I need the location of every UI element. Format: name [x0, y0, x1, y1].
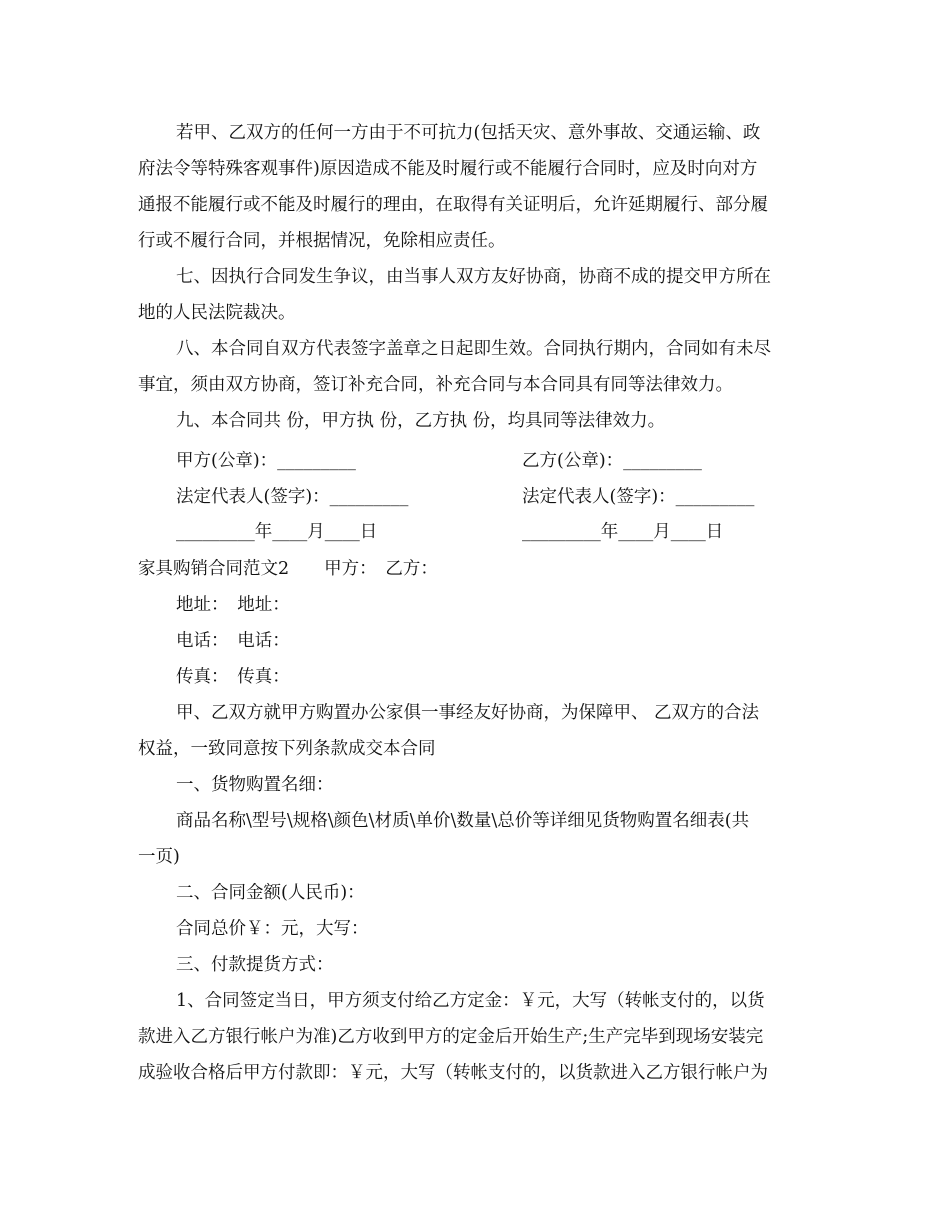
- force-majeure-line-2: 府法令等特殊客观事件)原因造成不能及时履行或不能履行合同时，应及时向对方: [138, 159, 758, 179]
- section-3-body-line-1: 1、合同签定当日，甲方须支付给乙方定金：￥元，大写（转帐支付的，以货: [176, 991, 765, 1011]
- force-majeure-line-1: 若甲、乙双方的任何一方由于不可抗力(包括天灾、意外事故、交通运输、政: [176, 123, 761, 143]
- section-2-body: 合同总价￥：元，大写：: [176, 919, 369, 939]
- party-b-seal: 乙方(公章)：_________: [522, 451, 702, 471]
- party-a-seal: 甲方(公章)：_________: [176, 451, 356, 471]
- clause-9: 九、本合同共 份，甲方执 份，乙方执 份，均具同等法律效力。: [176, 411, 666, 431]
- intro-line-1: 甲、乙双方就甲方购置办公家俱一事经友好协商，为保障甲、 乙双方的合法: [176, 703, 760, 723]
- force-majeure-line-4: 行或不履行合同，并根据情况，免除相应责任。: [138, 231, 506, 251]
- fax-line: 传真： 传真：: [176, 667, 290, 687]
- section-3-title: 三、付款提货方式：: [176, 955, 334, 975]
- section-3-body-line-3: 成验收合格后甲方付款即：￥元，大写（转帐支付的，以货款进入乙方银行帐户为: [138, 1063, 768, 1083]
- clause-7-line-2: 地的人民法院裁决。: [138, 303, 296, 323]
- section-2-title: 二、合同金额(人民币)：: [176, 883, 365, 903]
- clause-8-line-2: 事宜，须由双方协商，签订补充合同，补充合同与本合同具有同等法律效力。: [138, 375, 733, 395]
- clause-7-line-1: 七、因执行合同发生争议，由当事人双方友好协商，协商不成的提交甲方所在: [176, 267, 771, 287]
- phone-line: 电话： 电话：: [176, 631, 290, 651]
- party-a-representative: 法定代表人(签字)：_________: [176, 487, 409, 507]
- address-line: 地址： 地址：: [176, 595, 290, 615]
- party-b-representative: 法定代表人(签字)：_________: [522, 487, 755, 507]
- party-a-date: _________年____月____日: [176, 522, 378, 542]
- section-1-title: 一、货物购置名细：: [176, 775, 334, 795]
- contract-2-heading: 家具购销合同范文2 甲方： 乙方：: [138, 559, 438, 579]
- force-majeure-line-3: 通报不能履行或不能及时履行的理由，在取得有关证明后，允许延期履行、部分履: [138, 195, 768, 215]
- clause-8-line-1: 八、本合同自双方代表签字盖章之日起即生效。合同执行期内，合同如有未尽: [176, 339, 771, 359]
- intro-line-2: 权益，一致同意按下列条款成交本合同: [138, 739, 436, 759]
- party-b-date: _________年____月____日: [522, 522, 724, 542]
- section-3-body-line-2: 款进入乙方银行帐户为准)乙方收到甲方的定金后开始生产;生产完毕到现场安装完: [138, 1027, 764, 1047]
- section-1-body-line-1: 商品名称\型号\规格\颜色\材质\单价\数量\总价等详细见货物购置名细表(共: [176, 811, 750, 831]
- section-1-body-line-2: 一页): [138, 847, 180, 867]
